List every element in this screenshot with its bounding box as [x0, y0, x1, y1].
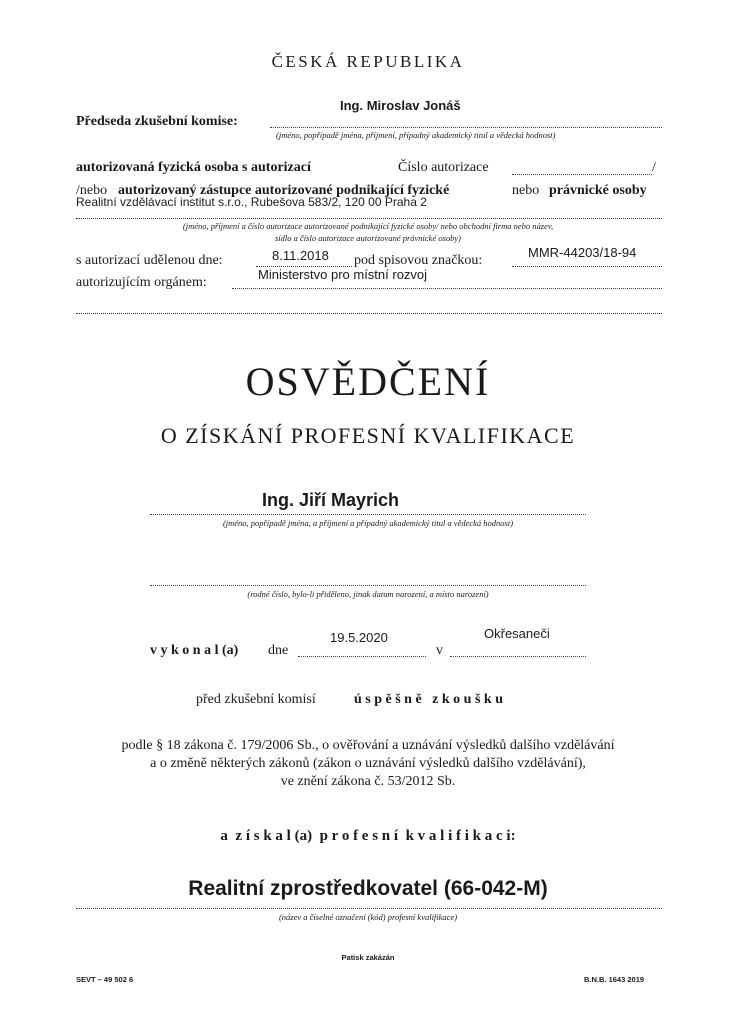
- holder-name-note: (jméno, popřípadě jména, a příjmení a případný akademický titul a vědecká hodnost): [222, 518, 514, 528]
- authorization-number-line: [512, 174, 652, 175]
- authority-label: autorizujícím orgánem:: [76, 275, 207, 290]
- representative-note-1: (jméno, příjmení a číslo autorizace autorizované podnikající fyzické osoby/ nebo obchodní firma nebo název,: [182, 221, 554, 231]
- exam-place-label: v: [436, 643, 443, 658]
- exam-date-value: 19.5.2020: [330, 630, 388, 645]
- chair-label: Předseda zkušební komise:: [76, 114, 238, 129]
- holder-name-line: [150, 514, 586, 515]
- exam-place-value: Okřesaneči: [484, 626, 550, 641]
- authority-line: [232, 288, 662, 289]
- file-number-value: MMR-44203/18-94: [528, 245, 637, 260]
- representative-value: Realitní vzdělávací institut s.r.o., Rubešova 583/2, 120 00 Praha 2: [76, 195, 427, 209]
- performed-label: v y k o n a l (a): [150, 643, 239, 658]
- granted-label: s autorizací udělenou dne:: [76, 253, 223, 268]
- authorization-slash: /: [652, 160, 656, 175]
- exam-place-line: [450, 656, 586, 657]
- qualification-gained-label: a z í s k a l (a) p r o f e s n í k v a l i f i k a c i:: [220, 828, 516, 844]
- file-number-line: [512, 266, 662, 267]
- chair-note: (jméno, popřípadě jména, příjmení, případný akademický titul a vědecká hodnost): [276, 130, 556, 140]
- law-line-3: ve znění zákona č. 53/2012 Sb.: [280, 774, 456, 789]
- before-committee-label: před zkušební komisí: [196, 692, 316, 707]
- certificate-subtitle: O ZÍSKÁNÍ PROFESNÍ KVALIFIKACE: [160, 423, 576, 448]
- exam-date-line: [298, 656, 426, 657]
- granted-value: 8.11.2018: [272, 248, 329, 263]
- representative-note-2: sídlo a číslo autorizace autorizované právnické osoby): [274, 233, 462, 243]
- country-heading: ČESKÁ REPUBLIKA: [271, 52, 465, 71]
- exam-date-label: dne: [268, 643, 289, 658]
- reprint-notice: Patisk zakázán: [341, 953, 395, 962]
- chair-line: [270, 127, 662, 128]
- authorization-number-label: Číslo autorizace: [398, 160, 489, 175]
- authority-value: Ministerstvo pro místní rozvoj: [258, 267, 428, 282]
- file-number-label: pod spisovou značkou:: [354, 253, 483, 268]
- law-line-2: a o změně některých zákonů (zákon o uznávání výsledků dalšího vzdělávání),: [150, 756, 586, 771]
- birth-note: (rodné číslo, bylo-li přiděleno, jinak datum narození, a místo narození): [247, 589, 489, 599]
- exam-result: ú s p ě š n ě z k o u š k u: [354, 692, 503, 707]
- law-line-1: podle § 18 zákona č. 179/2006 Sb., o ověřování a uznávání výsledků dalšího vzdělávání: [121, 738, 615, 753]
- qualification-note: (název a číselné označení (kód) profesní kvalifikace): [278, 912, 458, 922]
- qualification-line: [76, 908, 662, 909]
- holder-name: Ing. Jiří Mayrich: [262, 490, 400, 510]
- authorized-person-label: autorizovaná fyzická osoba s autorizací: [76, 160, 311, 175]
- legal-person-label: právnické osoby: [549, 183, 647, 198]
- authorized-representative-label: autorizovaný zástupce autorizované podnikající fyzické: [118, 183, 450, 198]
- form-code-right: B.N.B. 1643 2019: [584, 975, 645, 984]
- form-code-left: SEVT – 49 502 6: [76, 975, 134, 984]
- qualification-value: Realitní zprostředkovatel (66-042-M): [188, 877, 548, 900]
- or-word: nebo: [512, 183, 540, 198]
- or-prefix: /nebo: [76, 183, 108, 198]
- certificate-title: OSVĚDČENÍ: [245, 359, 491, 404]
- birth-line: [150, 585, 586, 586]
- authority-line-2: [76, 313, 662, 314]
- representative-line: [76, 218, 662, 219]
- chair-value: Ing. Miroslav Jonáš: [340, 98, 461, 113]
